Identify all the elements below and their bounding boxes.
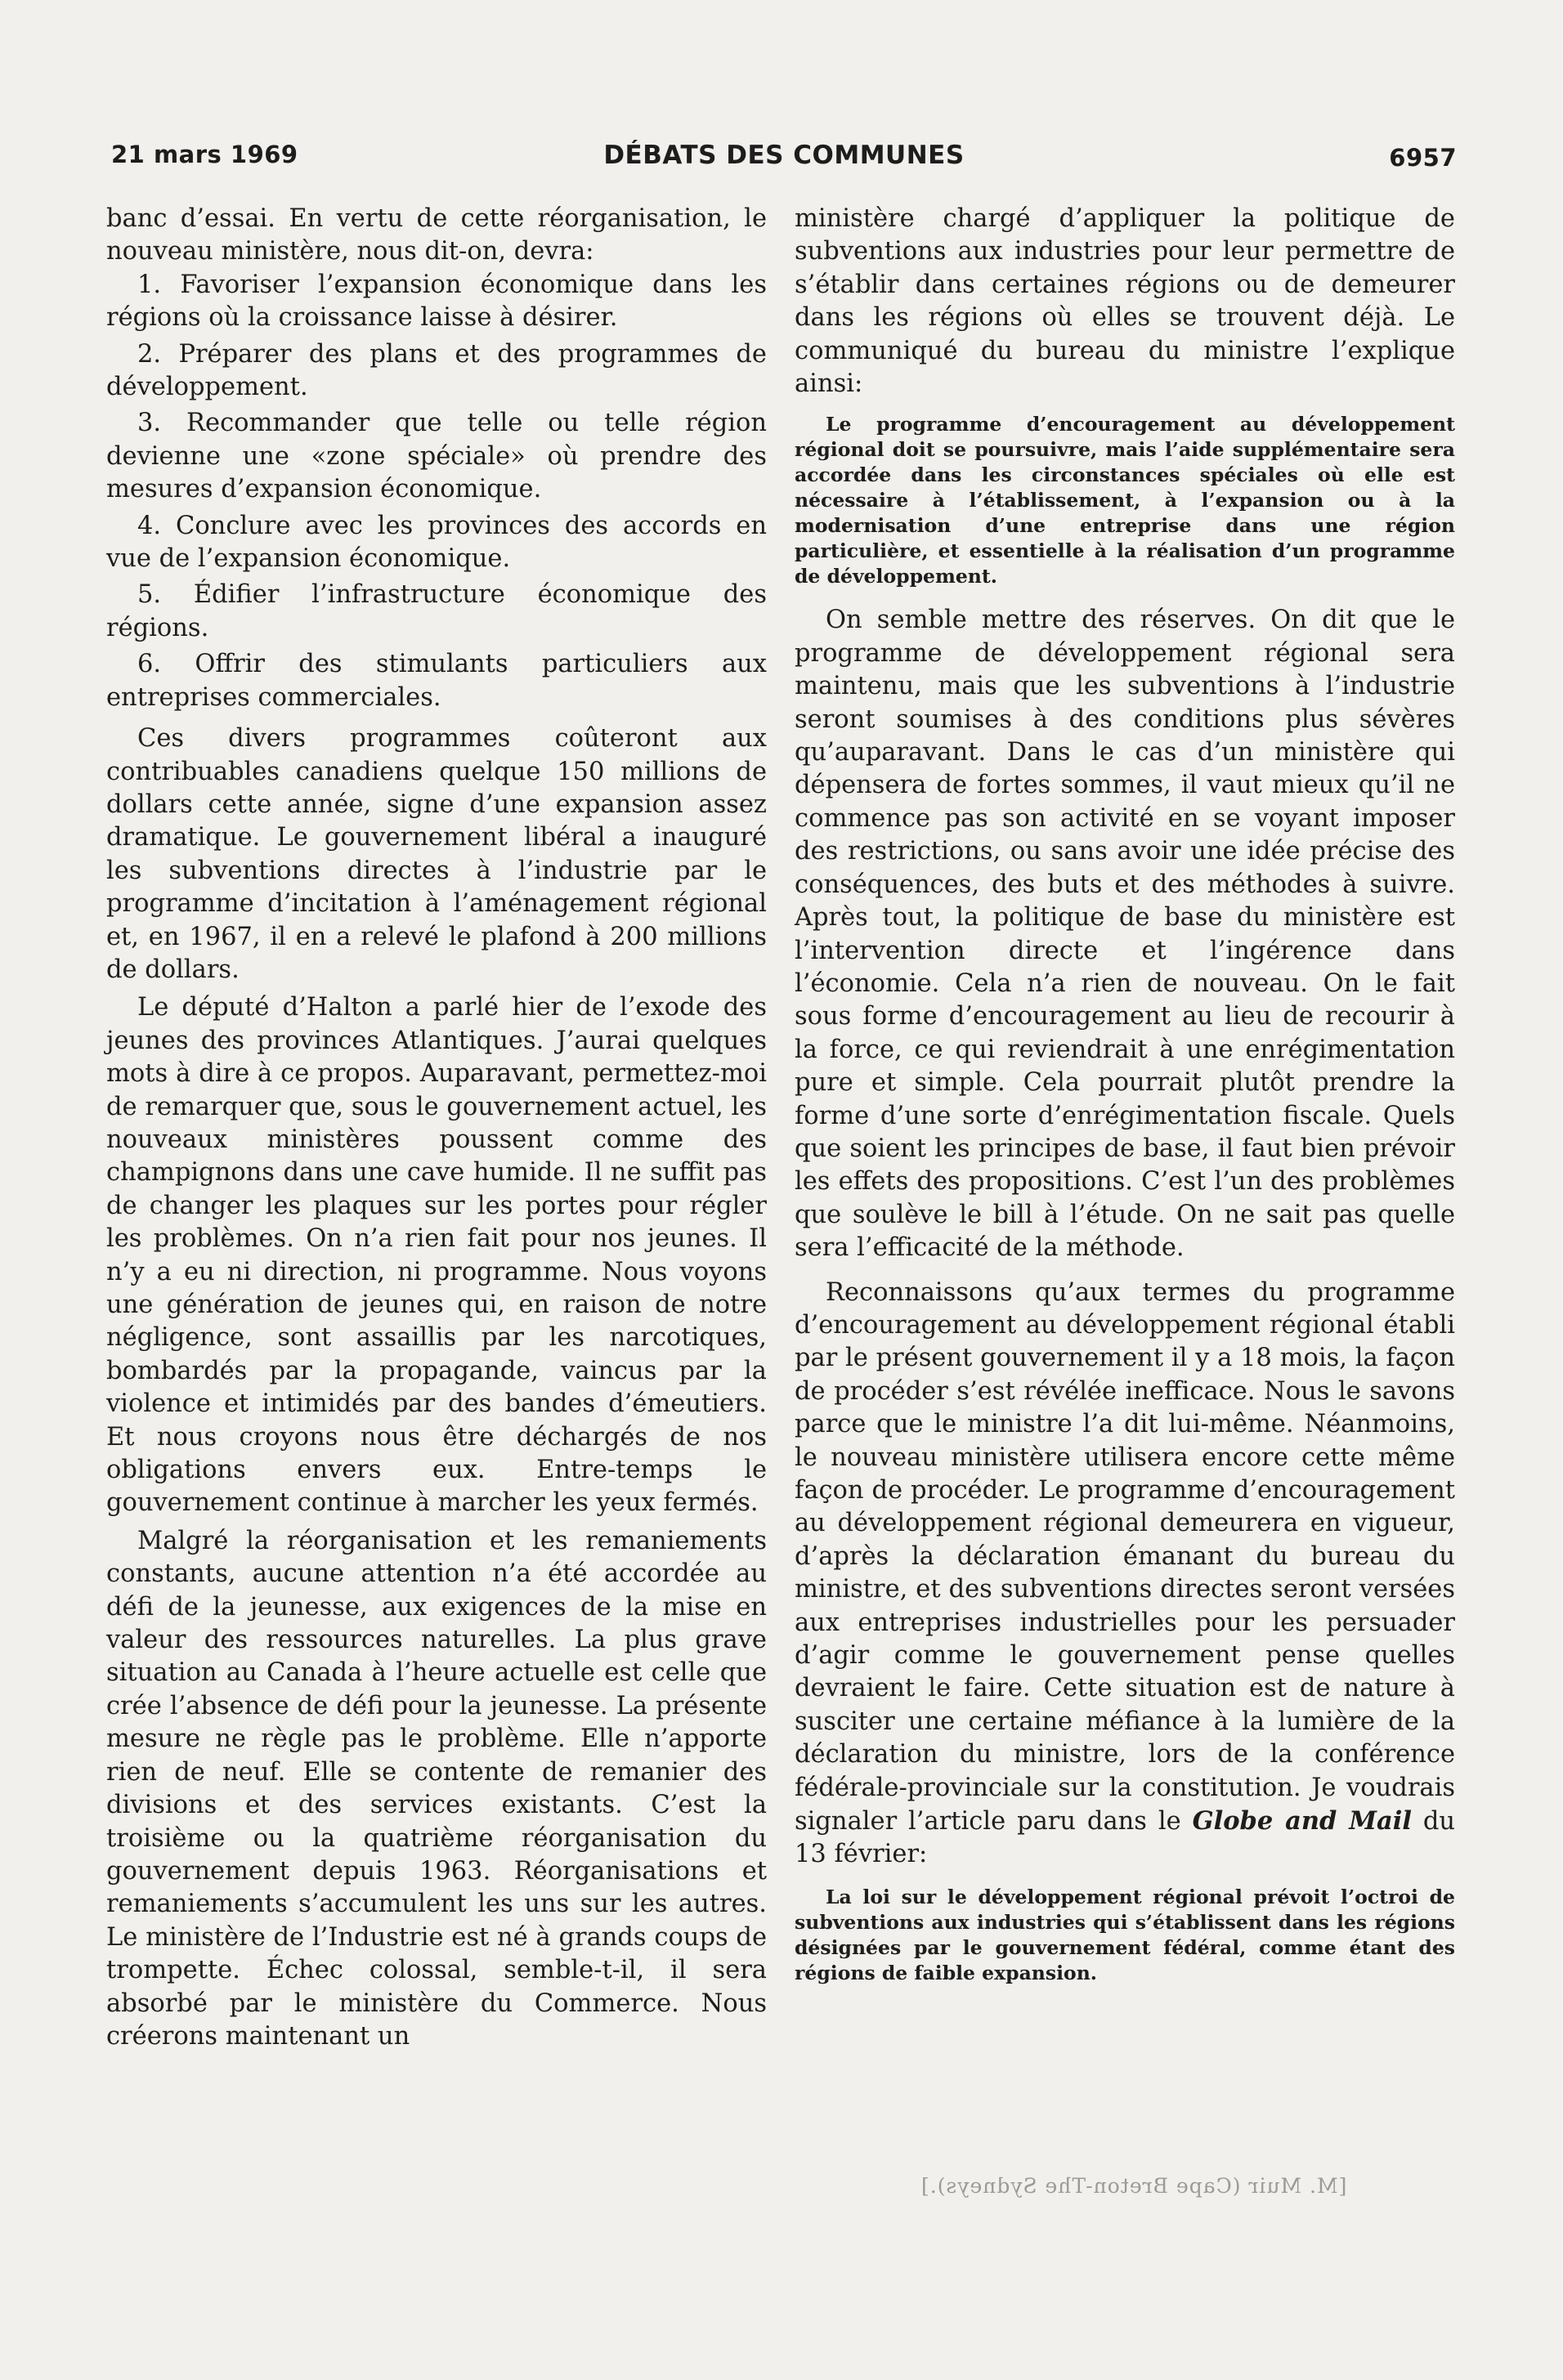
paragraph: banc d’essai. En vertu de cette réorganisation, le nouveau ministère, nous dit-on, devra: bbox=[106, 204, 767, 266]
list-item: 6. Offrir des stimulants particuliers aux entreprises commerciales. bbox=[106, 650, 767, 712]
paragraph-text: du 13 février: bbox=[795, 1807, 1455, 1869]
paragraph-text: Reconnaissons qu’aux termes du programme d’encouragement au développement régional établi par le présent gouvernement il y a 18 mois, la façon de procéder s’est révélée inefficace. Nous le savons parce que le ministre l’a dit lui-même. Néanmoins, le nouveau ministère utilisera encore cette même façon de procéder. Le programme d’encouragement au développement régional demeurera en vigueur, d’après la déclaration émanant du bureau du ministre, et des subventions directes seront versées aux entreprises industrielles pour les persuader d’agir comme le gouvernement pense quelles devraient le faire. Cette situation est de nature à susciter une certaine méfiance à la lumière de la déclaration du ministre, lors de la conférence fédérale-provinciale sur la constitution. Je voudrais signaler l’article paru dans le bbox=[795, 1277, 1455, 1836]
paragraph: Malgré la réorganisation et les remaniements constants, aucune attention n’a été accordée au défi de la jeunesse, aux exigences de la mise en valeur des ressources naturelles. La plus grave situation au Canada à l’heure actuelle est celle que crée l’absence de défi pour la jeunesse. La présente mesure ne règle pas le problème. Elle n’apporte rien de neuf. Elle se contente de remanier des divisions et des services existants. C’est la troisième ou la quatrième réorganisation du gouvernement depuis 1963. Réorganisations et remaniements s’accumulent les uns sur les autres. Le ministère de l’Industrie est né à grands coups de trompette. Échec colossal, semble-t-il, il sera absorbé par le ministère du Commerce. Nous créerons maintenant un bbox=[106, 1526, 767, 2051]
newspaper-title: Globe and Mail bbox=[1192, 1806, 1412, 1836]
list-item: 5. Édifier l’infrastructure économique des régions. bbox=[106, 580, 767, 642]
paragraph: Le député d’Halton a parlé hier de l’exode des jeunes des provinces Atlantiques. J’aurai quelques mots à dire à ce propos. Auparavant, permettez-moi de remarquer que, sous le gouvernement actuel, les nouveaux ministères poussent comme des champignons dans une cave humide. Il ne suffit pas de changer les plaques sur les portes pour régler les problèmes. On n’a rien fait pour nos jeunes. Il n’y a eu ni direction, ni programme. Nous voyons une génération de jeunes qui, en raison de notre négligence, sont assaillis par les narcotiques, bombardés par la propagande, vaincus par la violence et intimidés par des bandes d’émeutiers. Et nous croyons nous être déchargés de nos obligations envers eux. Entre-temps le gouvernement continue à marcher les yeux fermés. bbox=[106, 993, 767, 1518]
paragraph: ministère chargé d’appliquer la politique de subventions aux industries pour leur permettre de s’établir dans certaines régions ou de demeurer dans les régions où elles se trouvent déjà. Le communiqué du bureau du ministre l’explique ainsi: bbox=[795, 204, 1455, 399]
block-quote: Le programme d’encouragement au développement régional doit se poursuivre, mais l’aide supplémentaire sera accordée dans les circonstances spéciales où elle est nécessaire à l’établissement, à l’expansion ou à la modernisation d’une entreprise dans une région particulière, et essentielle à la réalisation d’un programme de développement. bbox=[795, 413, 1455, 588]
right-column bbox=[795, 203, 1455, 2001]
page-header bbox=[111, 141, 1457, 181]
list-item: 3. Recommander que telle ou telle région devienne une «zone spéciale» où prendre des mesures d’expansion économique. bbox=[106, 409, 767, 504]
page-number: 6957 bbox=[1389, 144, 1457, 172]
bleed-through-text: [M. Muir (Cape Breton-The Sydneys).] bbox=[920, 2174, 1347, 2198]
paragraph bbox=[795, 1277, 1455, 1872]
list-item: 2. Préparer des plans et des programmes de développement. bbox=[106, 339, 767, 402]
header-date: 21 mars 1969 bbox=[111, 141, 298, 168]
paragraph: Ces divers programmes coûteront aux contribuables canadiens quelque 150 millions de dollars cette année, signe d’une expansion assez dramatique. Le gouvernement libéral a inauguré les subventions directes à l’industrie par le programme d’incitation à l’aménagement régional et, en 1967, il en a relevé le plafond à 200 millions de dollars. bbox=[106, 724, 767, 984]
list-item: 4. Conclure avec les provinces des accords en vue de l’expansion économique. bbox=[106, 511, 767, 574]
left-column bbox=[106, 203, 767, 2053]
block-quote: La loi sur le développement régional prévoit l’octroi de subventions aux industries qui s’établissent dans les régions désignées par le gouvernement fédéral, comme étant des régions de faible expansion. bbox=[795, 1885, 1455, 1984]
header-title: DÉBATS DES COMMUNES bbox=[603, 141, 965, 170]
paragraph: On semble mettre des réserves. On dit que le programme de développement régional sera maintenu, mais que les subventions à l’industrie seront soumises à des conditions plus sévères qu’auparavant. Dans le cas d’un ministère qui dépensera de fortes sommes, il vaut mieux qu’il ne commence pas son activité en se voyant imposer des restrictions, ou sans avoir une idée précise des conséquences, des buts et des méthodes à suivre. Après tout, la politique de base du ministère est l’intervention directe et l’ingérence dans l’économie. Cela n’a rien de nouveau. On le fait sous forme d’encouragement au lieu de recourir à la force, ce qui reviendrait à une enrégimentation pure et simple. Cela pourrait plutôt prendre la forme d’une sorte d’enrégimentation fiscale. Quels que soient les principes de base, il faut bien prévoir les effets des propositions. C’est l’un des problèmes que soulève le bill à l’étude. On ne sait pas quelle sera l’efficacité de la méthode. bbox=[795, 606, 1455, 1263]
list-item: 1. Favoriser l’expansion économique dans les régions où la croissance laisse à désirer. bbox=[106, 270, 767, 333]
